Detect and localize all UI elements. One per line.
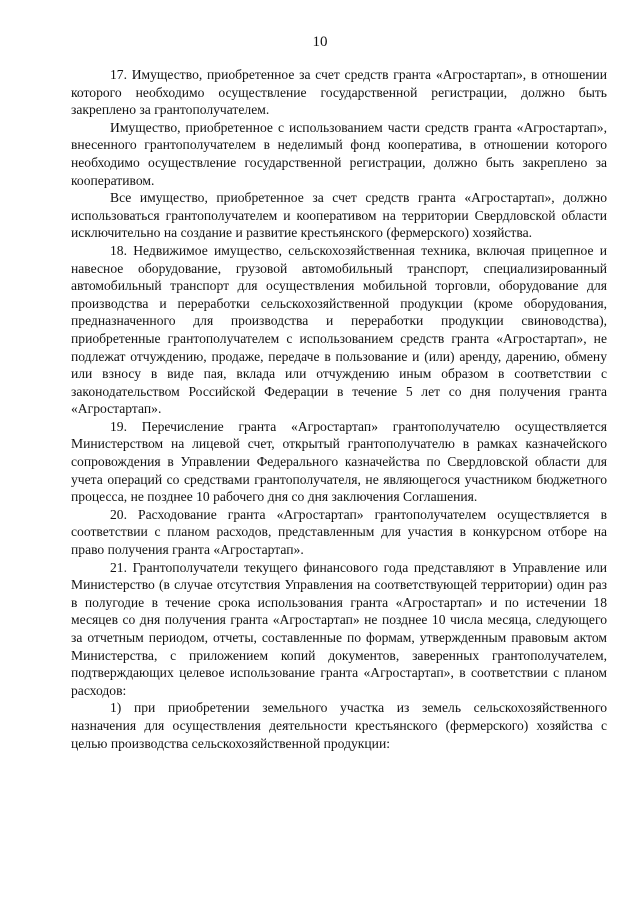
- paragraph-property-usage-territory: Все имущество, приобретенное за счет средств гранта «Агростартап», должно использоваться грантополучателем и кооперативом на территории Свердловской области исключительно на создание и развитие крестьянского (фермерского) хозяйства.: [71, 190, 607, 241]
- list-item-1-land-purchase: 1) при приобретении земельного участка из земель сельскохозяйственного назначения для осуществления деятельности крестьянского (фермерского) хозяйства с целью производства сельскохозяйственной продукции:: [71, 700, 607, 751]
- paragraph-cooperative-fund-property: Имущество, приобретенное с использованием части средств гранта «Агростартап», внесенного грантополучателем в неделимый фонд кооператива, в отношении которого необходимо осуществление государственной регистрации, должно быть закреплено за кооперативом.: [71, 119, 607, 188]
- paragraph-21-reporting: 21. Грантополучатели текущего финансового года представляют в Управление или Министерство (в случае отсутствия Управления на соответствующей территории) один раз в полугодие в течение срока использования гранта «Агростартап» и по истечении 18 месяцев со дня получения гранта «Агростартап» не позднее 10 числа месяца, следующего за отчетным периодом, отчеты, составленные по формам, утвержденным правовым актом Министерства, с приложением копий документов, заверенных грантополучателем, подтверждающих целевое использование гранта «Агростартап», в соответствии с планом расходов:: [71, 559, 607, 698]
- paragraph-20-grant-spending: 20. Расходование гранта «Агростартап» грантополучателем осуществляется в соответствии с планом расходов, представленным для участия в конкурсном отборе на право получения гранта «Агростартап».: [71, 506, 607, 558]
- paragraph-17-property-registration: 17. Имущество, приобретенное за счет средств гранта «Агростартап», в отношении которого необходимо осуществление государственной регистрации, должно быть закреплено за грантополучателем.: [71, 67, 607, 118]
- document-body: [71, 66, 607, 752]
- paragraph-19-grant-transfer: 19. Перечисление гранта «Агростартап» грантополучателю осуществляется Министерством на лицевой счет, открытый грантополучателю в рамках казначейского сопровождения в Управлении Федерального казначейства по Свердловской области для учета операций со средствами грантополучателя, не являющегося участником бюджетного процесса, не позднее 10 рабочего дня со дня заключения Соглашения.: [71, 418, 607, 505]
- page-number: 10: [312, 34, 328, 50]
- paragraph-18-alienation-restriction: 18. Недвижимое имущество, сельскохозяйственная техника, включая прицепное и навесное оборудование, грузовой автомобильный транспорт, специализированный автомобильный транспорт для осуществления мобильной торговли, оборудование для производства и переработки сельскохозяйственной продукции (кроме оборудования, предназначенного для производства и переработки продукции свиноводства), приобретенные грантополучателем с использованием средств гранта «Агростартап», не подлежат отчуждению, продаже, передаче в пользование и (или) аренду, дарению, обмену или взносу в виде пая, вклада или отчуждению иным образом в соответствии с законодательством Российской Федерации в течение 5 лет со дня получения гранта «Агростартап».: [71, 242, 607, 417]
